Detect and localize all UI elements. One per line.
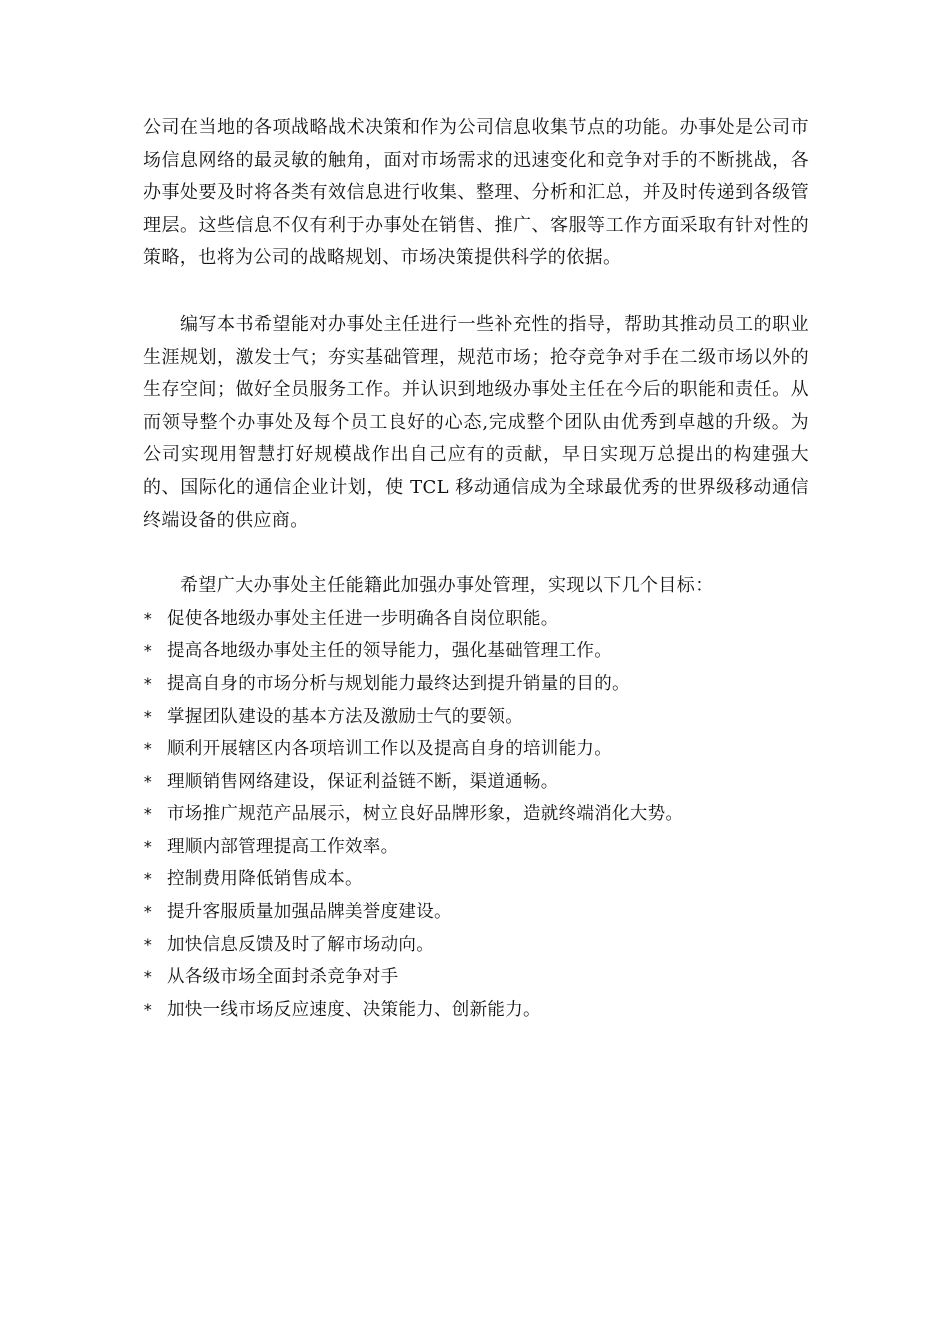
paragraph-office-function: 公司在当地的各项战略战术决策和作为公司信息收集节点的功能。办事处是公司市场信息网络的最灵敏的触角，面对市场需求的迅速变化和竞争对手的不断挑战，各办事处要及时将各类有效信息进行收集、整理、分析和汇总，并及时传递到各级管理层。这些信息不仅有利于办事处在销售、推广、客服等工作方面采取有针对性的策略，也将为公司的战略规划、市场决策提供科学的依据。 (143, 117, 809, 269)
bullet-mark: * (143, 999, 153, 1019)
bullet-mark: * (143, 739, 153, 759)
list-item-text: 提高各地级办事处主任的领导能力，强化基础管理工作。 (167, 641, 612, 662)
list-item (143, 603, 809, 636)
bullet-mark: * (143, 804, 153, 824)
list-item (143, 733, 809, 766)
bullet-mark: * (143, 967, 153, 987)
list-item (143, 961, 809, 994)
list-item (143, 896, 809, 929)
list-item (143, 701, 809, 734)
bullet-mark: * (143, 771, 153, 791)
list-item (143, 831, 809, 864)
list-item-text: 理顺内部管理提高工作效率。 (167, 836, 399, 857)
bullet-mark: * (143, 706, 153, 726)
list-item (143, 668, 809, 701)
goals-list (143, 603, 809, 1027)
list-item-text: 提升客服质量加强品牌美誉度建设。 (167, 902, 452, 923)
list-item (143, 929, 809, 962)
list-item-text: 顺利开展辖区内各项培训工作以及提高自身的培训能力。 (167, 739, 612, 760)
bullet-mark: * (143, 902, 153, 922)
list-item (143, 798, 809, 831)
list-item-text: 市场推广规范产品展示，树立良好品牌形象，造就终端消化大势。 (167, 804, 684, 825)
list-item-text: 理顺销售网络建设，保证利益链不断，渠道通畅。 (167, 771, 559, 792)
bullet-mark: * (143, 836, 153, 856)
paragraph-goals-intro: 希望广大办事处主任能籍此加强办事处管理，实现以下几个目标： (180, 575, 714, 597)
bullet-mark: * (143, 641, 153, 661)
document-body (143, 112, 809, 1026)
paragraph-book-purpose: 编写本书希望能对办事处主任进行一些补充性的指导，帮助其推动员工的职业生涯规划，激发士气；夯实基础管理，规范市场；抢夺竞争对手在二级市场以外的生存空间；做好全员服务工作。并认识到地级办事处主任在今后的职能和责任。从而领导整个办事处及每个员工良好的心态,完成整个团队由优秀到卓越的升级。为公司实现用智慧打好规模战作出自己应有的贡献，早日实现万总提出的构建强大的、国际化的通信企业计划，使 TCL 移动通信成为全球最优秀的世界级移动通信终端设备的供应商。 (143, 313, 809, 531)
list-item-text: 加快一线市场反应速度、决策能力、创新能力。 (167, 999, 541, 1020)
list-item-text: 加快信息反馈及时了解市场动向。 (167, 934, 434, 955)
list-item (143, 863, 809, 896)
list-item-text: 提高自身的市场分析与规划能力最终达到提升销量的目的。 (167, 673, 630, 694)
list-item (143, 635, 809, 668)
bullet-mark: * (143, 673, 153, 693)
bullet-mark: * (143, 608, 153, 628)
list-item-text: 促使各地级办事处主任进一步明确各自岗位职能。 (167, 608, 559, 629)
bullet-mark: * (143, 934, 153, 954)
list-item (143, 766, 809, 799)
list-item-text: 从各级市场全面封杀竞争对手 (167, 967, 399, 988)
list-item-text: 掌握团队建设的基本方法及激励士气的要领。 (167, 706, 523, 727)
list-item (143, 994, 809, 1027)
list-item-text: 控制费用降低销售成本。 (167, 869, 363, 890)
bullet-mark: * (143, 869, 153, 889)
